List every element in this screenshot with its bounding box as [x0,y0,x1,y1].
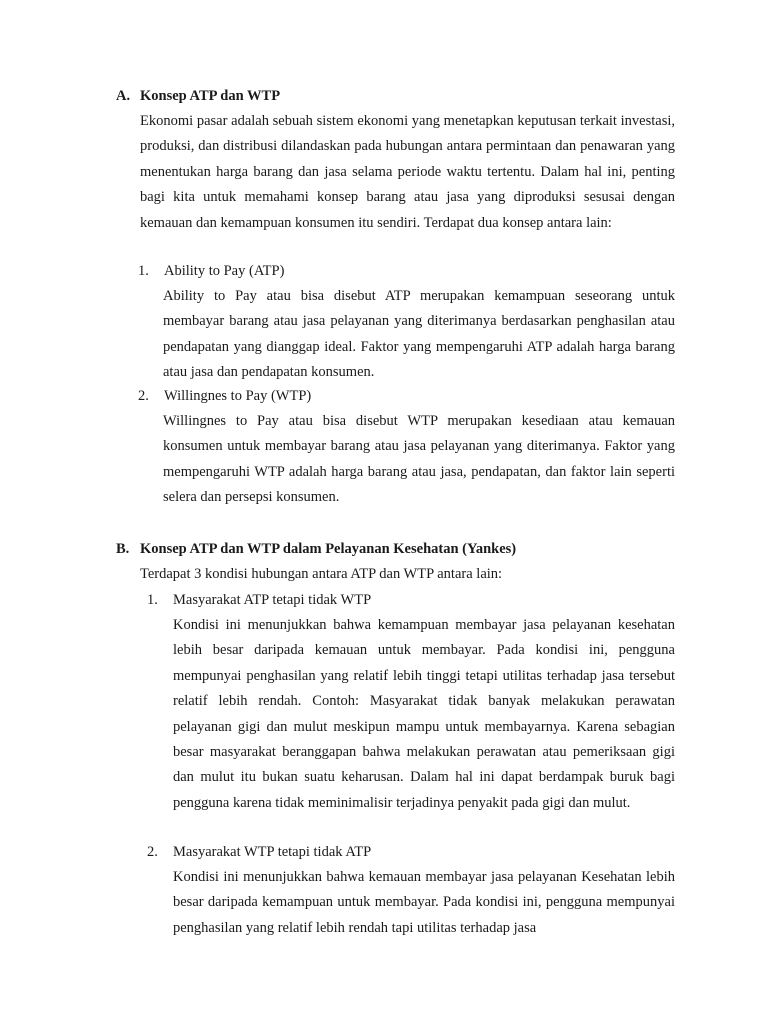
section-b-item-1-title: Masyarakat ATP tetapi tidak WTP [173,592,372,608]
section-b-item-2-title: Masyarakat WTP tetapi tidak ATP [173,844,372,860]
section-b-intro: Terdapat 3 kondisi hubungan antara ATP dan WTP antara lain: [140,566,503,582]
section-a-letter: A. [116,88,131,104]
section-b-item-1-heading [147,588,371,613]
section-b-item-2-heading [147,840,371,865]
section-b-item-1-number: 1. [147,592,158,608]
section-b-item-1-body: Kondisi ini menunjukkan bahwa kemampuan membayar jasa pelayanan kesehatan lebih besar daripada kemauan untuk membayar. Pada kondisi ini, pengguna mempunyai penghasilan yang relatif lebih tinggi tetapi utilitas terhadap jasa tersebut relatif lebih rendah. Contoh: Masyarakat tidak banyak melakukan perawatan pelayanan gigi dan mulut meskipun mampu untuk membayarnya. Karena sebagian besar masyarakat beranggapan bahwa melakukan perawatan atau pemeriksaan gigi dan mulut itu bukan suatu keharusan. Dalam hal ini dapat berdampak buruk bagi pengguna karena tidak meminimalisir terjadinya penyakit pada gigi dan mulut. [173,617,675,811]
section-a-item-2-heading [138,384,311,409]
section-a-item-1-body: Ability to Pay atau bisa disebut ATP merupakan kemampuan seseorang untuk membayar barang atau jasa pelayanan yang diterimanya berdasarkan penghasilan atau pendapatan yang dianggap ideal. Faktor yang mempengaruhi ATP adalah harga barang atau jasa dan pendapatan konsumen. [163,288,675,381]
section-a-title: Konsep ATP dan WTP [140,88,281,104]
section-b-heading [116,537,516,562]
section-a-item-1-heading [138,259,284,284]
section-a-item-2-number: 2. [138,388,149,404]
section-a-item-1-title: Ability to Pay (ATP) [164,263,285,279]
section-b-title: Konsep ATP dan WTP dalam Pelayanan Kesehatan (Yankes) [140,541,517,557]
section-b-letter: B. [116,541,130,557]
section-a-item-1-number: 1. [138,263,149,279]
section-a-item-2-title: Willingnes to Pay (WTP) [164,388,312,404]
section-a-item-2-body: Willingnes to Pay atau bisa disebut WTP merupakan kesediaan atau kemauan konsumen untuk membayar barang atau jasa pelayanan yang diterimanya. Faktor yang mempengaruhi WTP adalah harga barang atau jasa, pendapatan, dan faktor lain seperti selera dan persepsi konsumen. [163,413,675,506]
section-a-intro: Ekonomi pasar adalah sebuah sistem ekonomi yang menetapkan keputusan terkait investasi, produksi, dan distribusi dilandaskan pada hubungan antara permintaan dan penawaran yang menentukan harga barang dan jasa selama periode waktu tertentu. Dalam hal ini, penting bagi kita untuk memahami konsep barang atau jasa yang diproduksi sesusai dengan kemauan dan kemampuan konsumen itu sendiri. Terdapat dua konsep antara lain: [140,113,675,231]
section-b-item-2-number: 2. [147,844,158,860]
section-b-item-2-body: Kondisi ini menunjukkan bahwa kemauan membayar jasa pelayanan Kesehatan lebih besar daripada kemampuan untuk membayar. Pada kondisi ini, pengguna mempunyai penghasilan yang relatif lebih rendah tapi utilitas terhadap jasa [173,869,675,936]
section-a-heading [116,84,280,109]
